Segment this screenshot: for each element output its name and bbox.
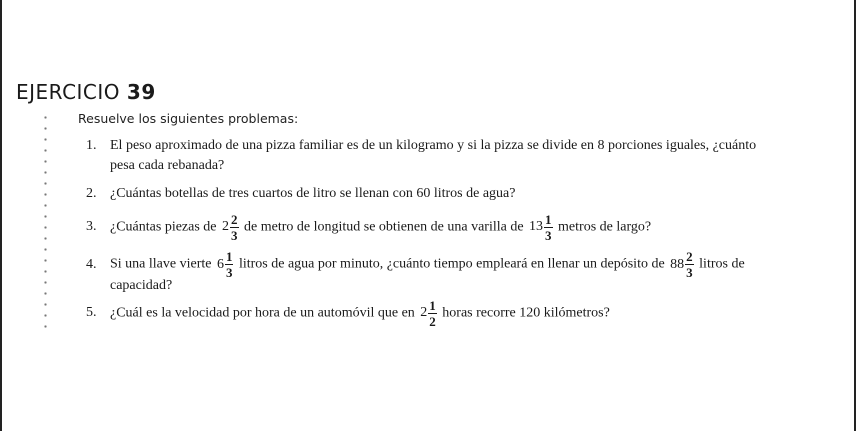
denominator: 3 [231, 227, 238, 243]
whole-part: 88 [670, 256, 685, 272]
page-border-right [854, 0, 856, 431]
problem-number: 5. [86, 305, 97, 321]
whole-part: 2 [420, 305, 428, 320]
mixed-number [217, 250, 234, 279]
fraction [230, 213, 239, 242]
problem-2 [86, 184, 515, 204]
numerator: 1 [545, 211, 552, 227]
problem-number: 3. [86, 219, 97, 235]
mixed-number [529, 212, 553, 242]
exercise-heading [16, 80, 156, 104]
problem-text: horas recorre 120 kilómetros? [442, 305, 610, 321]
fraction [685, 250, 694, 279]
numerator: 1 [429, 297, 436, 313]
exercise-number: 39 [126, 80, 156, 104]
page-border-left [0, 0, 2, 431]
fraction [225, 250, 234, 279]
whole-part: 6 [216, 256, 224, 272]
problem-text: ¿Cuántas piezas de [110, 219, 217, 235]
problem-number: 1. [86, 138, 97, 153]
mixed-number [670, 250, 694, 279]
instructions: Resuelve los siguientes problemas: [78, 111, 299, 126]
numerator: 2 [686, 249, 693, 264]
problem-1 [86, 136, 756, 176]
problem-5 [86, 298, 610, 328]
denominator: 3 [545, 227, 552, 243]
fraction [544, 213, 553, 242]
denominator: 3 [225, 265, 233, 280]
problem-text: El peso aproximado de una pizza familiar es de un kilogramo y si la pizza se divide en 8 porciones iguales, ¿cuánto [110, 138, 757, 153]
problem-text: ¿Cuál es la velocidad por hora de un automóvil que en [110, 305, 415, 321]
problem-text: litros de agua por minuto, ¿cuánto tiempo empleará en llenar un depósito de [238, 256, 665, 272]
problem-text-continued: pesa cada rebanada? [110, 158, 225, 173]
problem-text: litros de [699, 256, 745, 272]
problem-text: ¿Cuántas botellas de tres cuartos de litro se llenan con 60 litros de agua? [110, 186, 516, 201]
problem-3 [86, 212, 651, 242]
problem-number: 2. [86, 186, 97, 201]
exercise-word: EJERCICIO [16, 80, 121, 104]
problem-text: de metro de longitud se obtienen de una varilla de [244, 219, 524, 235]
mixed-number [420, 298, 437, 328]
mixed-number [222, 212, 239, 242]
dotted-margin-rule [44, 112, 47, 332]
problem-text-continued: capacidad? [110, 278, 173, 293]
numerator: 2 [231, 211, 238, 227]
whole-part: 2 [222, 219, 230, 234]
whole-part: 13 [529, 219, 544, 234]
problem-text: metros de largo? [558, 219, 652, 235]
problem-number: 4. [86, 256, 97, 272]
numerator: 1 [225, 249, 233, 264]
problem-text: Si una llave vierte [110, 256, 212, 272]
denominator: 3 [686, 265, 693, 280]
problem-4 [86, 250, 745, 293]
denominator: 2 [429, 313, 436, 329]
fraction [428, 299, 437, 328]
